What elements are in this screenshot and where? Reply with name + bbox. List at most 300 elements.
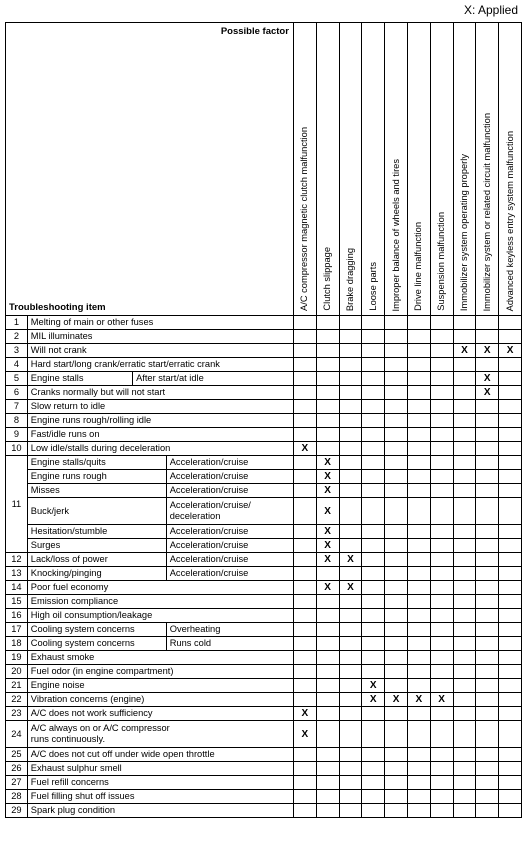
applied-mark-cell bbox=[362, 372, 385, 386]
applied-mark-cell bbox=[385, 414, 408, 428]
applied-mark-cell bbox=[476, 567, 499, 581]
condition-cell: Acceleration/cruise bbox=[166, 525, 293, 539]
applied-mark-cell bbox=[407, 693, 430, 707]
row-number: 4 bbox=[6, 358, 28, 372]
applied-mark-cell bbox=[476, 456, 499, 470]
applied-mark-cell bbox=[430, 414, 453, 428]
applied-mark-cell bbox=[453, 776, 476, 790]
applied-mark-cell bbox=[499, 414, 522, 428]
applied-mark-cell bbox=[293, 344, 316, 358]
applied-mark-cell bbox=[316, 456, 339, 470]
factor-column-header bbox=[385, 23, 408, 316]
applied-mark-cell bbox=[293, 651, 316, 665]
applied-mark-cell bbox=[499, 470, 522, 484]
applied-mark: X bbox=[438, 694, 445, 705]
applied-mark-cell bbox=[362, 693, 385, 707]
factor-column-label: Loose parts bbox=[367, 262, 378, 311]
applied-mark-cell bbox=[430, 330, 453, 344]
applied-mark-cell bbox=[453, 498, 476, 525]
row-number: 9 bbox=[6, 428, 28, 442]
applied-mark-cell bbox=[293, 372, 316, 386]
applied-mark-cell bbox=[316, 484, 339, 498]
applied-mark-cell bbox=[407, 776, 430, 790]
applied-mark-cell bbox=[316, 748, 339, 762]
applied-mark-cell bbox=[385, 595, 408, 609]
table-row bbox=[6, 414, 522, 428]
applied-mark-cell bbox=[316, 414, 339, 428]
applied-mark-cell bbox=[453, 553, 476, 567]
applied-mark-cell bbox=[385, 609, 408, 623]
applied-mark-cell bbox=[339, 525, 362, 539]
applied-mark-cell bbox=[339, 442, 362, 456]
applied-mark-cell bbox=[476, 707, 499, 721]
applied-mark-cell bbox=[293, 665, 316, 679]
condition-cell: Acceleration/cruise bbox=[166, 539, 293, 553]
applied-mark-cell bbox=[453, 484, 476, 498]
applied-mark-cell bbox=[293, 428, 316, 442]
row-number: 26 bbox=[6, 762, 28, 776]
applied-mark-cell bbox=[407, 358, 430, 372]
troubleshooting-item-label: Troubleshooting item bbox=[9, 302, 106, 313]
applied-mark-cell bbox=[385, 400, 408, 414]
applied-mark-cell bbox=[430, 525, 453, 539]
applied-mark-cell bbox=[499, 525, 522, 539]
applied-mark-cell bbox=[385, 679, 408, 693]
table-row bbox=[6, 623, 522, 637]
header-row bbox=[6, 23, 522, 316]
applied-mark-cell bbox=[476, 609, 499, 623]
applied-mark-cell bbox=[407, 637, 430, 651]
applied-mark-cell bbox=[476, 470, 499, 484]
applied-mark: X bbox=[461, 345, 468, 356]
row-number: 1 bbox=[6, 316, 28, 330]
applied-mark-cell bbox=[339, 679, 362, 693]
applied-mark-cell bbox=[430, 567, 453, 581]
applied-mark-cell bbox=[316, 316, 339, 330]
troubleshooting-item: MIL illuminates bbox=[27, 330, 293, 344]
applied-mark-cell bbox=[476, 693, 499, 707]
applied-mark-cell bbox=[362, 567, 385, 581]
row-number: 7 bbox=[6, 400, 28, 414]
applied-mark-cell bbox=[407, 316, 430, 330]
factor-column-label: Suspension malfunction bbox=[436, 212, 447, 311]
applied-mark: X bbox=[369, 680, 377, 691]
applied-mark-cell bbox=[499, 790, 522, 804]
applied-mark-cell bbox=[339, 637, 362, 651]
applied-mark-cell bbox=[476, 344, 499, 358]
applied-mark-cell bbox=[362, 553, 385, 567]
applied-mark-cell bbox=[407, 525, 430, 539]
row-number: 10 bbox=[6, 442, 28, 456]
applied-mark-cell bbox=[453, 442, 476, 456]
applied-mark-cell bbox=[453, 665, 476, 679]
row-number: 6 bbox=[6, 386, 28, 400]
table-row bbox=[6, 609, 522, 623]
applied-mark-cell bbox=[293, 707, 316, 721]
applied-mark-cell bbox=[476, 400, 499, 414]
applied-mark-cell bbox=[362, 790, 385, 804]
applied-mark-cell bbox=[407, 414, 430, 428]
applied-mark-cell bbox=[476, 623, 499, 637]
table-row bbox=[6, 372, 522, 386]
applied-mark-cell bbox=[385, 567, 408, 581]
applied-mark-cell bbox=[453, 693, 476, 707]
applied-mark-cell bbox=[499, 679, 522, 693]
applied-mark-cell bbox=[316, 372, 339, 386]
applied-mark-cell bbox=[453, 428, 476, 442]
applied-mark-cell bbox=[316, 498, 339, 525]
applied-mark-cell bbox=[453, 330, 476, 344]
applied-mark-cell bbox=[499, 330, 522, 344]
applied-mark-cell bbox=[385, 344, 408, 358]
row-number: 23 bbox=[6, 707, 28, 721]
applied-mark-cell bbox=[453, 679, 476, 693]
applied-mark-cell bbox=[499, 316, 522, 330]
applied-mark-cell bbox=[339, 539, 362, 553]
applied-mark-cell bbox=[316, 358, 339, 372]
applied-mark-cell bbox=[316, 344, 339, 358]
applied-mark-cell bbox=[385, 665, 408, 679]
applied-mark-cell bbox=[430, 581, 453, 595]
table-row bbox=[6, 679, 522, 693]
applied-mark-cell bbox=[362, 776, 385, 790]
applied-mark-cell bbox=[476, 595, 499, 609]
applied-mark-cell bbox=[476, 679, 499, 693]
troubleshooting-item: Engine noise bbox=[27, 679, 293, 693]
applied-mark-cell bbox=[293, 721, 316, 748]
applied-mark-cell bbox=[430, 623, 453, 637]
troubleshooting-item: Knocking/pinging bbox=[27, 567, 166, 581]
applied-mark-cell bbox=[430, 539, 453, 553]
applied-mark-cell bbox=[293, 470, 316, 484]
table-row bbox=[6, 665, 522, 679]
applied-mark-cell bbox=[453, 414, 476, 428]
applied-mark-cell bbox=[476, 553, 499, 567]
applied-mark-cell bbox=[430, 721, 453, 748]
applied-mark-cell bbox=[385, 498, 408, 525]
applied-mark-cell bbox=[407, 498, 430, 525]
applied-mark-cell bbox=[362, 623, 385, 637]
applied-mark-cell bbox=[385, 804, 408, 818]
applied-mark-cell bbox=[362, 400, 385, 414]
applied-mark-cell bbox=[453, 804, 476, 818]
applied-mark: X bbox=[301, 728, 309, 740]
troubleshooting-item: Lack/loss of power bbox=[27, 553, 166, 567]
troubleshooting-item: Fast/idle runs on bbox=[27, 428, 293, 442]
troubleshooting-item: Engine runs rough bbox=[27, 470, 166, 484]
applied-mark-cell bbox=[339, 651, 362, 665]
applied-mark-cell bbox=[430, 707, 453, 721]
applied-mark-cell bbox=[499, 344, 522, 358]
applied-mark-cell bbox=[385, 330, 408, 344]
applied-mark-cell bbox=[476, 665, 499, 679]
applied-mark-cell bbox=[407, 442, 430, 456]
applied-mark-cell bbox=[293, 484, 316, 498]
applied-mark-cell bbox=[339, 762, 362, 776]
row-number: 25 bbox=[6, 748, 28, 762]
applied-mark-cell bbox=[476, 498, 499, 525]
applied-mark-cell bbox=[453, 386, 476, 400]
factor-column-header bbox=[453, 23, 476, 316]
factor-column-label: Brake dragging bbox=[344, 247, 355, 311]
applied-mark-cell bbox=[476, 804, 499, 818]
applied-mark-cell bbox=[407, 539, 430, 553]
applied-mark-cell bbox=[316, 804, 339, 818]
applied-mark: X bbox=[324, 526, 331, 537]
troubleshooting-item: Cooling system concerns bbox=[27, 637, 166, 651]
applied-mark-cell bbox=[293, 693, 316, 707]
applied-mark-cell bbox=[407, 372, 430, 386]
table-row bbox=[6, 804, 522, 818]
row-number: 21 bbox=[6, 679, 28, 693]
applied-mark-cell bbox=[316, 637, 339, 651]
applied-mark: X bbox=[324, 582, 331, 593]
applied-mark-cell bbox=[316, 679, 339, 693]
possible-factor-label: Possible factor bbox=[220, 26, 289, 37]
applied-mark-cell bbox=[476, 748, 499, 762]
applied-mark-cell bbox=[476, 651, 499, 665]
condition-cell: Acceleration/cruise/ deceleration bbox=[166, 498, 293, 525]
row-number: 15 bbox=[6, 595, 28, 609]
troubleshooting-item: A/C always on or A/C compressor runs continuously. bbox=[27, 721, 293, 748]
applied-mark-cell bbox=[362, 358, 385, 372]
applied-mark-cell bbox=[476, 539, 499, 553]
applied-mark-cell bbox=[339, 400, 362, 414]
applied-mark-cell bbox=[407, 484, 430, 498]
applied-mark-cell bbox=[316, 330, 339, 344]
applied-mark-cell bbox=[453, 525, 476, 539]
applied-mark-cell bbox=[499, 386, 522, 400]
applied-mark-cell bbox=[453, 748, 476, 762]
applied-mark-cell bbox=[362, 456, 385, 470]
row-number: 13 bbox=[6, 567, 28, 581]
applied-mark-cell bbox=[385, 581, 408, 595]
applied-mark: X bbox=[347, 554, 354, 565]
applied-mark-cell bbox=[293, 400, 316, 414]
troubleshooting-item: Engine runs rough/rolling idle bbox=[27, 414, 293, 428]
applied-mark-cell bbox=[339, 623, 362, 637]
applied-mark-cell bbox=[453, 609, 476, 623]
applied-mark: X bbox=[324, 457, 331, 468]
applied-mark-cell bbox=[407, 344, 430, 358]
applied-mark-cell bbox=[339, 386, 362, 400]
applied-mark-cell bbox=[293, 525, 316, 539]
troubleshooting-item: A/C does not work sufficiency bbox=[27, 707, 293, 721]
applied-mark-cell bbox=[339, 344, 362, 358]
condition-cell: Runs cold bbox=[166, 637, 293, 651]
applied-mark-cell bbox=[453, 372, 476, 386]
applied-mark: X bbox=[324, 540, 331, 551]
troubleshooting-item: Slow return to idle bbox=[27, 400, 293, 414]
applied-mark-cell bbox=[362, 428, 385, 442]
applied-mark-cell bbox=[430, 428, 453, 442]
troubleshooting-item: Fuel odor (in engine compartment) bbox=[27, 665, 293, 679]
row-number: 27 bbox=[6, 776, 28, 790]
applied-mark-cell bbox=[385, 456, 408, 470]
applied-mark-cell bbox=[476, 790, 499, 804]
applied-mark-cell bbox=[385, 651, 408, 665]
applied-mark-cell bbox=[362, 414, 385, 428]
applied-mark-cell bbox=[407, 456, 430, 470]
applied-mark-cell bbox=[339, 581, 362, 595]
applied-mark-cell bbox=[476, 762, 499, 776]
applied-mark-cell bbox=[476, 484, 499, 498]
applied-mark-cell bbox=[293, 609, 316, 623]
applied-mark-cell bbox=[499, 456, 522, 470]
applied-mark-cell bbox=[362, 665, 385, 679]
troubleshooting-item: Low idle/stalls during deceleration bbox=[27, 442, 293, 456]
row-number: 17 bbox=[6, 623, 28, 637]
applied-mark-cell bbox=[476, 330, 499, 344]
applied-mark-cell bbox=[316, 762, 339, 776]
table-row bbox=[6, 330, 522, 344]
table-row bbox=[6, 498, 522, 525]
applied-mark-cell bbox=[339, 456, 362, 470]
troubleshooting-item: Spark plug condition bbox=[27, 804, 293, 818]
applied-mark-cell bbox=[293, 358, 316, 372]
condition-cell: Acceleration/cruise bbox=[166, 456, 293, 470]
applied-mark-cell bbox=[499, 428, 522, 442]
applied-mark-cell bbox=[339, 707, 362, 721]
applied-mark-cell bbox=[339, 804, 362, 818]
applied-mark-cell bbox=[476, 637, 499, 651]
applied-mark-cell bbox=[407, 679, 430, 693]
applied-mark-cell bbox=[316, 539, 339, 553]
applied-mark-cell bbox=[430, 344, 453, 358]
applied-mark-cell bbox=[453, 358, 476, 372]
factor-column-label: Drive line malfunction bbox=[413, 222, 424, 311]
applied-mark-cell bbox=[430, 693, 453, 707]
applied-mark-cell bbox=[499, 721, 522, 748]
condition-cell: After start/at idle bbox=[133, 372, 294, 386]
row-number: 18 bbox=[6, 637, 28, 651]
applied-mark-cell bbox=[499, 762, 522, 776]
applied-mark-cell bbox=[385, 637, 408, 651]
applied-mark-cell bbox=[339, 470, 362, 484]
applied-mark-cell bbox=[499, 623, 522, 637]
troubleshooting-item: Vibration concerns (engine) bbox=[27, 693, 293, 707]
applied-mark-cell bbox=[316, 665, 339, 679]
applied-mark-cell bbox=[339, 498, 362, 525]
row-number: 24 bbox=[6, 721, 28, 748]
applied-mark-cell bbox=[362, 525, 385, 539]
applied-mark-cell bbox=[499, 442, 522, 456]
applied-mark-cell bbox=[430, 804, 453, 818]
applied-mark-cell bbox=[407, 553, 430, 567]
applied-mark-cell bbox=[476, 358, 499, 372]
applied-mark-cell bbox=[316, 525, 339, 539]
factor-column-label: A/C compressor magnetic clutch malfunction bbox=[299, 127, 310, 311]
applied-mark-cell bbox=[407, 651, 430, 665]
applied-mark: X bbox=[324, 471, 331, 482]
table-row bbox=[6, 539, 522, 553]
factor-column-header bbox=[499, 23, 522, 316]
applied-mark-cell bbox=[453, 637, 476, 651]
applied-mark-cell bbox=[316, 707, 339, 721]
condition-cell: Acceleration/cruise bbox=[166, 567, 293, 581]
troubleshooting-item: Cranks normally but will not start bbox=[27, 386, 293, 400]
applied-mark: X bbox=[506, 345, 514, 356]
applied-mark-cell bbox=[453, 651, 476, 665]
table-row bbox=[6, 400, 522, 414]
table-row bbox=[6, 637, 522, 651]
applied-mark-cell bbox=[430, 498, 453, 525]
applied-mark-cell bbox=[430, 762, 453, 776]
applied-mark-cell bbox=[407, 581, 430, 595]
applied-mark-cell bbox=[499, 804, 522, 818]
applied-mark-cell bbox=[362, 707, 385, 721]
applied-mark-cell bbox=[407, 762, 430, 776]
applied-mark-cell bbox=[385, 442, 408, 456]
factor-column-header bbox=[407, 23, 430, 316]
applied-mark-cell bbox=[499, 553, 522, 567]
applied-mark-cell bbox=[316, 721, 339, 748]
factor-column-header bbox=[339, 23, 362, 316]
applied-mark-cell bbox=[499, 372, 522, 386]
applied-mark-cell bbox=[293, 762, 316, 776]
applied-mark-cell bbox=[499, 581, 522, 595]
applied-mark-cell bbox=[362, 484, 385, 498]
applied-mark-cell bbox=[339, 721, 362, 748]
applied-mark-cell bbox=[362, 804, 385, 818]
troubleshooting-item: Cooling system concerns bbox=[27, 623, 166, 637]
applied-mark-cell bbox=[293, 595, 316, 609]
applied-mark: X bbox=[324, 505, 331, 517]
applied-mark-cell bbox=[476, 386, 499, 400]
applied-mark-cell bbox=[407, 665, 430, 679]
applied-mark-cell bbox=[385, 539, 408, 553]
applied-mark-cell bbox=[407, 567, 430, 581]
row-number: 3 bbox=[6, 344, 28, 358]
factor-column-header bbox=[430, 23, 453, 316]
applied-mark-cell bbox=[339, 484, 362, 498]
applied-mark-cell bbox=[293, 456, 316, 470]
applied-mark-cell bbox=[362, 344, 385, 358]
troubleshooting-item: Fuel filling shut off issues bbox=[27, 790, 293, 804]
applied-mark-cell bbox=[385, 748, 408, 762]
applied-mark-cell bbox=[362, 651, 385, 665]
applied-mark-cell bbox=[430, 358, 453, 372]
applied-mark-cell bbox=[293, 804, 316, 818]
applied-mark-cell bbox=[407, 428, 430, 442]
applied-mark-cell bbox=[293, 790, 316, 804]
applied-mark-cell bbox=[499, 484, 522, 498]
troubleshooting-item: Poor fuel economy bbox=[27, 581, 293, 595]
troubleshooting-item: Misses bbox=[27, 484, 166, 498]
applied-mark-cell bbox=[499, 609, 522, 623]
applied-mark-cell bbox=[453, 400, 476, 414]
applied-mark-cell bbox=[362, 330, 385, 344]
table-row bbox=[6, 428, 522, 442]
applied-mark-cell bbox=[385, 623, 408, 637]
table-row bbox=[6, 595, 522, 609]
applied-mark-cell bbox=[453, 470, 476, 484]
table-row bbox=[6, 344, 522, 358]
applied-mark-cell bbox=[499, 567, 522, 581]
factor-column-label: Advanced keyless entry system malfunction bbox=[504, 130, 515, 311]
applied-mark-cell bbox=[362, 721, 385, 748]
applied-mark: X bbox=[301, 443, 309, 454]
applied-mark-cell bbox=[499, 776, 522, 790]
troubleshooting-item: Buck/jerk bbox=[27, 498, 166, 525]
applied-mark-cell bbox=[316, 400, 339, 414]
row-number: 22 bbox=[6, 693, 28, 707]
troubleshooting-item: Engine stalls/quits bbox=[27, 456, 166, 470]
applied-mark-cell bbox=[316, 442, 339, 456]
applied-mark-cell bbox=[476, 428, 499, 442]
applied-mark: X bbox=[301, 708, 309, 719]
factor-column-label: Immobilizer system operating properly bbox=[458, 153, 469, 311]
